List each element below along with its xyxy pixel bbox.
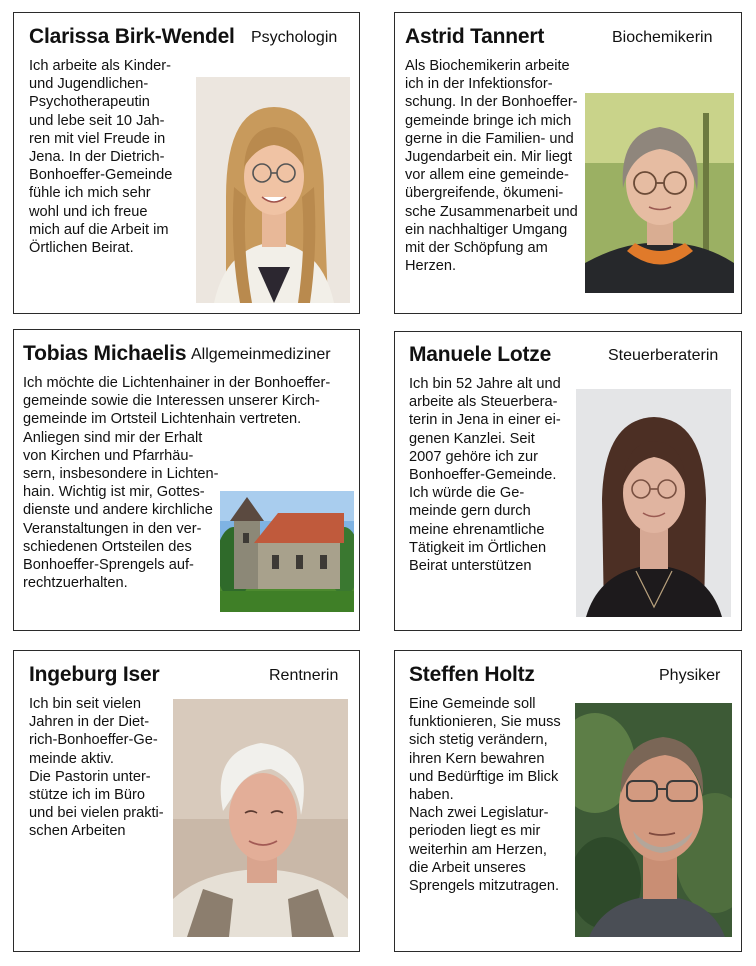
bio-line: sern, insbesondere in Lichten- <box>23 466 219 483</box>
portrait-photo <box>576 389 731 617</box>
bio-line: rich-Bonhoeffer-Ge- <box>29 732 158 749</box>
bio-line: meinde aktiv. <box>29 750 114 767</box>
profile-card-lotze <box>394 331 742 631</box>
bio-line: wohl und ich freue <box>29 203 148 220</box>
profile-card-iser <box>13 650 360 952</box>
person-role: Biochemikerin <box>612 29 713 46</box>
profile-card-birk-wendel <box>13 12 360 314</box>
portrait-photo <box>585 93 734 293</box>
bio-text <box>409 695 561 895</box>
bio-line: 2007 gehöre ich zur <box>409 448 538 465</box>
person-role: Physiker <box>659 667 721 684</box>
bio-line: rechtzuerhalten. <box>23 575 128 592</box>
bio-line: Sprengels mitzutragen. <box>409 878 560 895</box>
bio-line: Eine Gemeinde soll <box>409 696 536 712</box>
bio-line: Die Pastorin unter- <box>29 768 151 785</box>
bio-text <box>405 57 578 275</box>
bio-line: fühle ich mich sehr <box>29 185 151 202</box>
person-name: Astrid Tannert <box>405 25 545 48</box>
profile-card-michaelis <box>13 329 360 631</box>
bio-line: Beirat unterstützen <box>409 558 532 575</box>
bio-line: schung. In der Bonhoeffer- <box>405 94 578 111</box>
bio-line: ihren Kern bewahren <box>409 750 545 767</box>
bio-line: funktionieren, Sie muss <box>409 714 561 731</box>
bio-line: Jugendarbeit ein. Mir liegt <box>405 149 573 166</box>
bio-line: gemeinde bringe ich mich <box>405 112 572 129</box>
person-role: Allgemeinmediziner <box>191 346 331 363</box>
profile-card-holtz <box>394 650 742 952</box>
bio-line: Veranstaltungen in den ver- <box>23 520 202 537</box>
portrait-photo <box>196 77 350 303</box>
bio-line: mich auf die Arbeit im <box>29 221 169 238</box>
person-name: Tobias Michaelis <box>23 342 187 365</box>
bio-line: Nach zwei Legislatur- <box>409 805 549 822</box>
bio-line: Tätigkeit im Örtlichen <box>409 539 547 556</box>
bio-line: vor allem eine gemeinde- <box>405 167 569 184</box>
person-name: Clarissa Birk-Wendel <box>29 25 235 48</box>
bio-line: Ich bin 52 Jahre alt und <box>409 376 561 392</box>
bio-line: gerne in die Familien- und <box>405 130 574 147</box>
bio-line: und bei vielen prakti- <box>29 805 164 822</box>
bio-line: hain. Wichtig ist mir, Gottes- <box>23 484 205 501</box>
bio-line: mit der Schöpfung am <box>405 240 548 257</box>
person-role: Rentnerin <box>269 667 339 684</box>
profile-card-tannert <box>394 12 742 314</box>
bio-line: und Jugendlichen- <box>29 76 149 93</box>
person-role: Steuerberaterin <box>608 347 719 364</box>
bio-line: Örtlichen Beirat. <box>29 240 134 257</box>
bio-line: terin in Jena in einer ei- <box>409 412 561 429</box>
bio-line: Ich möchte die Lichtenhainer in der Bonhoeffer- <box>23 375 331 391</box>
bio-line: schiedenen Ortsteilen des <box>23 538 192 555</box>
bio-line: Bonhoeffer-Sprengels auf- <box>23 557 194 574</box>
bio-line: haben. <box>409 787 454 804</box>
person-name: Manuele Lotze <box>409 343 552 366</box>
bio-line: Jena. In der Dietrich- <box>29 149 165 166</box>
bio-line: Ich würde die Ge- <box>409 485 525 502</box>
bio-line: Ich arbeite als Kinder- <box>29 58 171 74</box>
bio-line: und lebe seit 10 Jah- <box>29 112 165 129</box>
church-photo <box>220 491 354 612</box>
bio-line: Anliegen sind mir der Erhalt <box>23 429 203 446</box>
bio-line: sche Zusammenarbeit und <box>405 203 578 220</box>
bio-line: stütze ich im Büro <box>29 787 145 804</box>
portrait-photo <box>173 699 348 937</box>
bio-line: und Bedürftige im Blick <box>409 768 559 785</box>
bio-text <box>29 695 164 841</box>
bio-text <box>409 375 561 575</box>
bio-line: Herzen. <box>405 258 457 275</box>
bio-line: sich stetig verändern, <box>409 732 548 749</box>
bio-line: Psychotherapeutin <box>29 94 150 111</box>
bio-line: weiterhin am Herzen, <box>409 841 547 858</box>
person-name: Steffen Holtz <box>409 663 535 686</box>
person-role: Psychologin <box>251 29 338 46</box>
bio-line: ein nachhaltiger Umgang <box>405 221 568 238</box>
bio-line: arbeite als Steuerbera- <box>409 394 558 411</box>
bio-line: gemeinde im Ortsteil Lichtenhain vertreten. <box>23 411 302 428</box>
bio-line: die Arbeit unseres <box>409 859 526 876</box>
bio-line: gemeinde sowie die Interessen unserer Kirch- <box>23 393 320 410</box>
bio-line: Als Biochemikerin arbeite <box>405 58 570 74</box>
bio-line: meine ehrenamtliche <box>409 521 545 538</box>
portrait-photo <box>575 703 732 937</box>
bio-line: ich in der Infektionsfor- <box>405 76 553 93</box>
bio-line: genen Kanzlei. Seit <box>409 430 535 447</box>
person-name: Ingeburg Iser <box>29 663 160 686</box>
bio-line: übergreifende, ökumeni- <box>405 185 564 202</box>
bio-line: dienste und andere kirchliche <box>23 502 213 519</box>
bio-line: Bonhoeffer-Gemeinde <box>29 167 173 184</box>
bio-text <box>29 57 172 257</box>
bio-line: ren mit viel Freude in <box>29 130 166 147</box>
bio-line: Bonhoeffer-Gemeinde. <box>409 467 557 484</box>
bio-line: Ich bin seit vielen <box>29 696 141 712</box>
bio-line: Jahren in der Diet- <box>29 714 150 731</box>
bio-line: schen Arbeiten <box>29 823 126 840</box>
bio-line: perioden liegt es mir <box>409 823 541 840</box>
bio-line: meinde gern durch <box>409 503 531 520</box>
bio-line: von Kirchen und Pfarrhäu- <box>23 447 194 464</box>
